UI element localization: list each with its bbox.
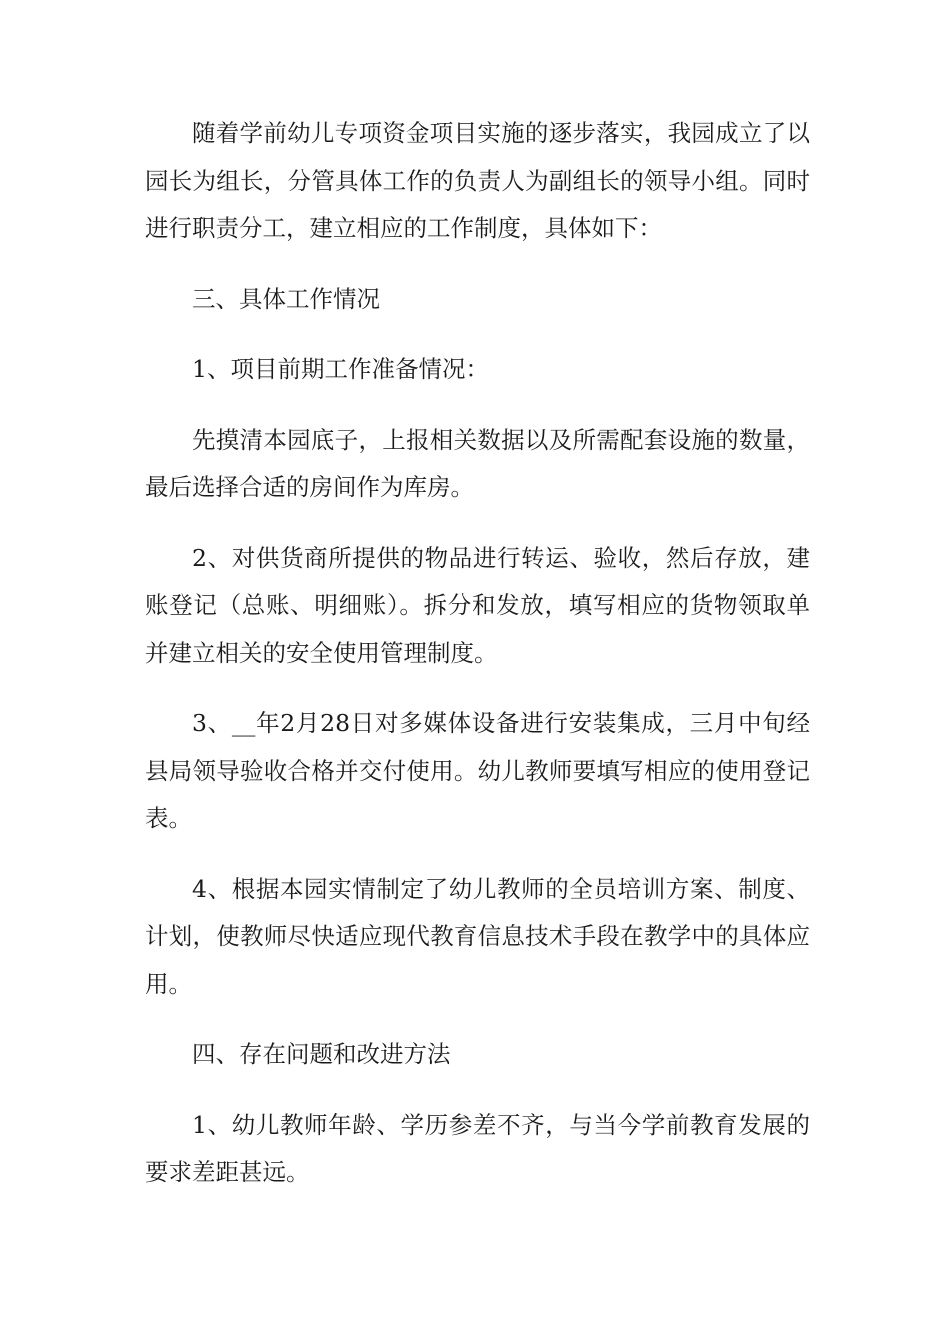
document-body [145,110,810,1220]
subsection-heading-preparation: 1、项目前期工作准备情况： [192,355,489,383]
section-heading-three: 三、具体工作情况 [192,284,380,313]
paragraph-item-4: 4、根据本园实情制定了幼儿教师的全员培训方案、制度、计划，使教师尽快适应现代教育信息技术手段在教学中的具体应用。 [145,874,810,998]
intro-paragraph: 随着学前幼儿专项资金项目实施的逐步落实，我园成立了以园长为组长，分管具体工作的负责人为副组长的领导小组。同时进行职责分工，建立相应的工作制度，具体如下： [145,119,810,242]
paragraph-preparation-details: 先摸清本园底子，上报相关数据以及所需配套设施的数量，最后选择合适的房间作为库房。 [145,425,810,501]
section-heading-four: 四、存在问题和改进方法 [192,1040,451,1068]
paragraph-item-2: 2、对供货商所提供的物品进行转运、验收，然后存放，建账登记（总账、明细账）。拆分和发放，填写相应的货物领取单并建立相关的安全使用管理制度。 [145,543,810,667]
paragraph-item-3: 3、__年2月28日对多媒体设备进行安装集成，三月中旬经县局领导验收合格并交付使用。幼儿教师要填写相应的使用登记表。 [145,709,810,832]
paragraph-problem-1: 1、幼儿教师年龄、学历参差不齐，与当今学前教育发展的要求差距甚远。 [145,1110,810,1186]
